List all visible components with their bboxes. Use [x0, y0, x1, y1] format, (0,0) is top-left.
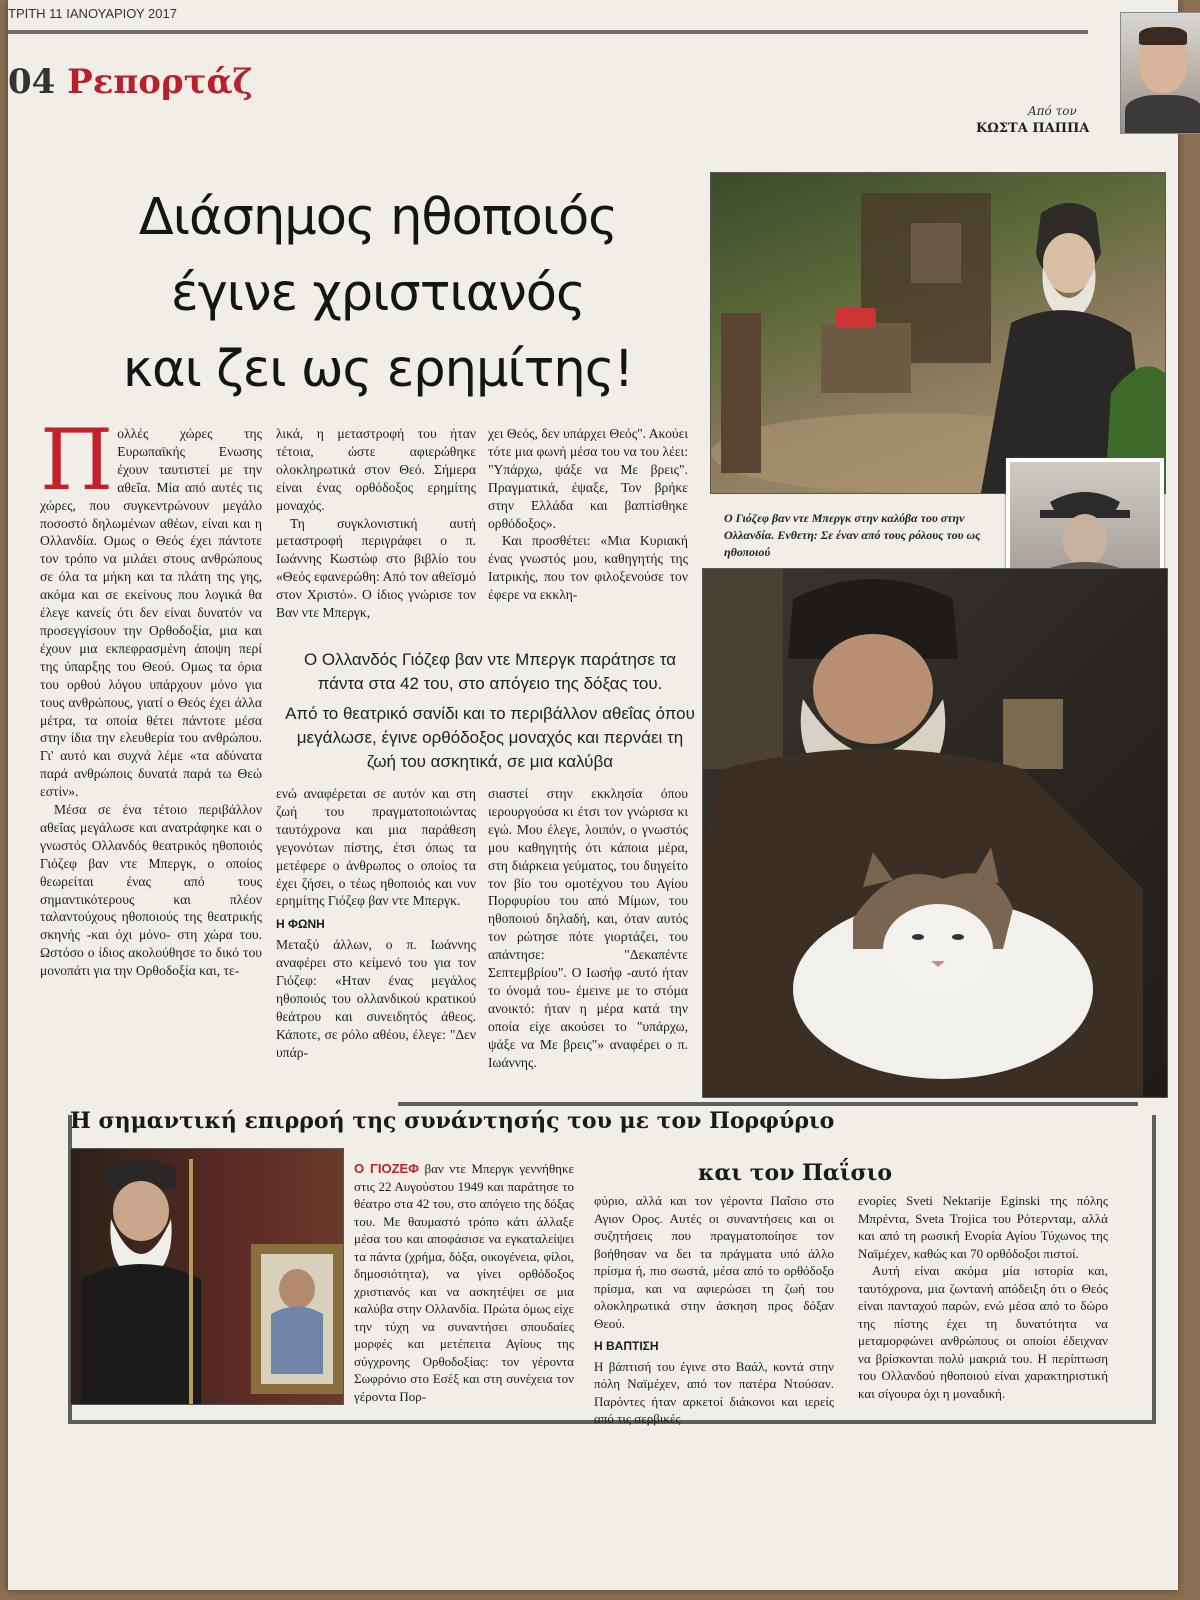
section-name: Ρεπορτάζ — [67, 62, 253, 102]
dateline: ΤΡΙΤΗ 11 ΙΑΝΟΥΑΡΙΟΥ 2017 — [8, 6, 177, 21]
paragraph: Αυτή είναι ακόμα μία ιστορία και, ταυτόχρονα, μια ζωντανή απόδειξη ότι ο Θεός είναι πανταχού παρών, ενώ μέσα από το δώρο της πίστης έχει τη δυνατότητα να μεταμορφώνει ανθρώπους οι οποίοι έδειχναν να βρίσκονται πολύ μακριά του. Η περίπτωση του Ολλανδού ηθοποιού είναι χαρακτηριστική και σίγουρα όχι η μοναδική. — [858, 1263, 1108, 1401]
headline-line: και ζει ως ερημίτης! — [122, 340, 634, 399]
pull-quote-line: Από το θεατρικό σανίδι και το περιβάλλον αθεΐας όπου μεγάλωσε, έγινε ορθόδοξος μοναχός και περνάει τη ζωή του ασκητικά, σε μια καλύβα — [285, 704, 695, 771]
paragraph: χει Θεός, δεν υπάρχει Θεός". Ακούει τότε μια φωνή μέσα του να του λέει: "Υπάρχω, ψάξε να Με βρεις". Πραγματικά, έψαξε, Τον βρήκε στην Ελλάδα και βαπτίσθηκε ορθόδοξος». — [488, 426, 688, 531]
article-column-2 — [276, 425, 476, 622]
paragraph: σιαστεί στην εκκλησία όπου ιερουργούσα κι έτσι τον γνώρισα κι εγώ. Μου έλεγε, λοιπόν, ο γνωστός μου καθηγητής ότι κάποια μέρα, στη διάρκεια γεύματος, του διηγείτο τον βίο του ομοτέχνου του Αγίου Πορφυρίου του από Μίμων, του ηθοποιού δηλαδή, και, όταν αυτός τον ρώτησε πότε γιορτάζει, του απάντησε: "Δεκαπέντε Σεπτεμβρίου". Ο Ιωσήφ -αυτό ήταν το όνομά του- έμεινε με το στόμα ανοικτό: ήταν η μέρα κατά την οποία είχε ακούσει το "υπάρχω, ψάξε να Με βρεις"» αναφέρει ο π. Ιωάννης. — [488, 786, 688, 1070]
box-column-3 — [858, 1192, 1108, 1402]
monk-with-cat-photo — [702, 568, 1168, 1098]
paragraph: ενώ αναφέρεται σε αυτόν και στη ζωή του πραγματοποιώντας ταυτόχρονα και μια παράθεση γεγονότων πίστης, έτσι όπως τα μετέφερε ο άνθρωπος ο οποίος τα έχει ζήσει, ο τέως ηθοποιός και νυν ερημίτης Γιόζεφ βαν ντε Μπεργκ. — [276, 786, 476, 909]
drop-cap: Π — [40, 411, 114, 509]
paragraph: βαν ντε Μπεργκ γεννήθηκε στις 22 Αυγούστου 1949 και παράτησε το θέατρο στα 42 του, στο απόγειο της δόξας του. Με θαυμαστό τρόπο κάτι άλλαξε μέσα του και αποφάσισε να εγκαταλείψει τα πάντα (χρήμα, δόξα, οικογένεια, φίλοι, δημοσιότητα), να γίνει ορθόδοξος χριστιανός και να ασκητέψει σε μια καλύβα στην Ολλανδία. Πρώτα όμως είχε την τύχη να συναντήσει σπουδαίες μορφές και μετέπειτα Αγίους της σύγχρονης Ορθοδοξίας: τον γέροντα Σωφρόνιο στο Εσέξ και στη συνέχεια τον γέροντα Πορ- — [354, 1161, 574, 1404]
box-top-rule — [398, 1102, 1138, 1106]
paragraph: λικά, η μεταστροφή του ήταν τέτοια, ώστε αφιερώθηκε ολοκληρωτικά στον Θεό. Σήμερα είναι ένας ορθόδοξος ερημίτης μοναχός. — [276, 426, 476, 513]
paragraph: Η βάπτισή του έγινε στο Βαάλ, κοντά στην πόλη Ναϊμέχεν, από τον πατέρα Ντούσαν. Παρόντες ήταν αρκετοί διάκονοι και ιερείς από τις σερβικές — [594, 1358, 834, 1426]
article-column-3-lower — [488, 785, 688, 1072]
box-lead: Ο ΓΙΟΖΕΦ — [354, 1161, 419, 1176]
paragraph: Τη συγκλονιστική αυτή μεταστροφή περιγράφει ο π. Ιωάννης Κωστώφ στο βιβλίο του «Θεός εφανερώθη: Από τον αθεϊσμό στον Χριστό». Ο ίδιος γνώρισε τον Βαν ντε Μπεργκ, — [276, 515, 476, 621]
paragraph: Μεταξύ άλλων, ο π. Ιωάννης αναφέρει στο κείμενό του για τον Γιόζεφ: «Ηταν ένας μεγάλος ηθοποιός του ολλανδικού κρατικού θεάτρου και συνειδητός άθεος. Κάποτε, σε ρόλο αθέου, έλεγε: "Δεν υπάρ- — [276, 937, 476, 1060]
paragraph: Και προσθέτει: «Μια Κυριακή ένας γνωστός μου, καθηγητής της Ιατρικής, που τον φιλοξενούσε τον έφερε να εκκλη- — [488, 533, 688, 603]
paragraph: Μέσα σε ένα τέτοιο περιβάλλον αθεΐας μεγάλωσε και ανατράφηκε και ο γνωστός Ολλανδός θεατρικός ηθοποιός Γιόζεφ βαν ντε Μπεργκ, ο οποίος θεωρείται ένας από τους σημαντικότερους και πλέον ταλαντούχους ηθοποιούς της θεατρικής σκηνής -και όχι μόνο- στη χώρα του. Ωστόσο ο ίδιος ακολούθησε το δικό του μονοπάτι για την Ορθοδοξία και, τε- — [40, 802, 262, 979]
paragraph: ενορίες Sveti Nektarije Eginski της πόλης Μπρέντα, Sveta Trojica του Ρότερνταμ, αλλά και από τη ρωσική Ενορία Αγίου Τύχωνος της Ναϊμέχεν, καθώς και 70 ορθόδοξοι πιστοί. — [858, 1193, 1108, 1261]
box-column-2 — [594, 1192, 834, 1428]
headline-line: Διάσημος ηθοποιός — [138, 188, 618, 247]
photo-caption: Ο Γιόζεφ βαν ντε Μπεργκ στην καλύβα του στην Ολλανδία. Ενθετη: Σε έναν από τους ρόλους του ως ηθοποιού — [724, 511, 981, 559]
newspaper-page — [8, 0, 1178, 1590]
box-title: Η σημαντική επιρροή της συνάντησής του με τον Πορφύριο — [70, 1108, 835, 1134]
article-column-3 — [488, 425, 688, 604]
section-header — [8, 62, 253, 102]
headline-line: έγινε χριστιανός — [171, 264, 585, 323]
paragraph: ολλές χώρες της Ευρωπαϊκής Ενωσης έχουν ταυτιστεί με την αθεΐα. Μία από αυτές τις χώρες, που συγκεντρώνουν μεγάλο ποσοστό δηλωμένων αθέων, είναι και η Ολλανδία. Ομως ο Θεός έχει πάντοτε τον τρόπο να μιλάει στους ανθρώπους σε όλα τα μήκη και τα πλάτη της γης, ακόμα και σε εκείνους που λογικά θα έλεγε κανείς ότι δεν είναι δυνατόν να προσεγγίσουν την Ορθοδοξία, μια και έχουν μια εκπεφρασμένη άποψη περί της ύπαρξης του Θεού. Ομως τα όρια του ορθού λόγου υπάρχουν μόνο για τους ανθρώπους, γιατί ο Θεός έχει άλλα μέτρα, τα οποία θέτει πάντοτε μέσα στην ίδια την ελευθερία του ανθρώπου. Γι' αυτό και συχνά λέμε «τα αδύνατα παρά ανθρώποις δυνατά παρά τω Θεώ εστίν». — [40, 426, 262, 800]
paragraph: φύριο, αλλά και τον γέροντα Παΐσιο στο Αγιον Ορος. Αυτές οι συναντήσεις και οι συζητήσεις που πραγματοποίησε τον βοήθησαν να δει τα πράγματα υπό άλλο πρίσμα ή, πιο σωστά, μέσα από το ορθόδοξο πρίσμα, και να αφιερώσει τη ζωή του ολοκληρωτικά στην άσκηση προς δόξαν Θεού. — [594, 1193, 834, 1331]
monk-with-icon-photo — [70, 1148, 344, 1405]
box-column-1 — [354, 1160, 574, 1405]
article-column-2-lower — [276, 785, 476, 1062]
author-portrait — [1120, 12, 1200, 134]
subhead: Η ΒΑΠΤΙΣΗ — [594, 1339, 659, 1353]
article-column-1 — [40, 411, 262, 980]
pull-quote-line: Ο Ολλανδός Γιόζεφ βαν ντε Μπεργκ παράτησε τα πάντα στα 42 του, στο απόγειο της δόξας του. — [303, 650, 677, 693]
top-rule — [8, 30, 1088, 34]
headline — [38, 180, 718, 408]
byline-label: Από τον — [1028, 104, 1077, 118]
pull-quote — [280, 648, 700, 774]
subhead: Η ΦΩΝΗ — [276, 917, 325, 932]
box-title-continued: και τον Παΐσιο — [698, 1160, 893, 1186]
hermit-hut-photo — [710, 172, 1166, 494]
section-number: 04 — [8, 62, 56, 102]
byline-name: ΚΩΣΤΑ ΠΑΠΠΑ — [976, 121, 1090, 136]
